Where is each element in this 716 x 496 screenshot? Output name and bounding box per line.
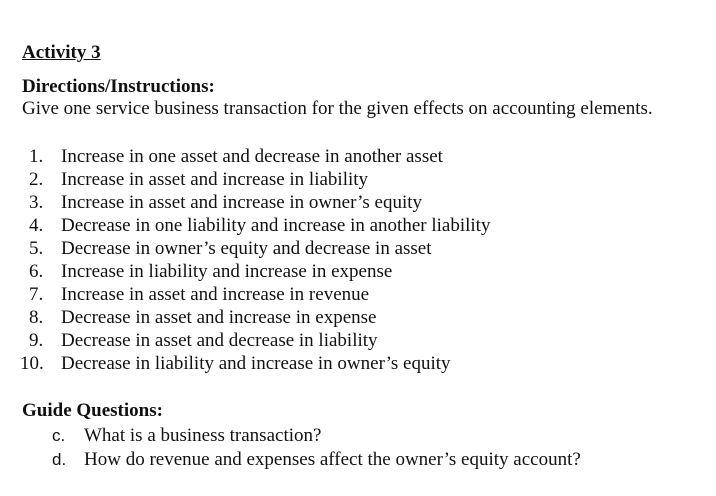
item-text: Decrease in asset and decrease in liability <box>61 330 378 351</box>
guide-questions-list <box>0 424 716 472</box>
item-number: 8. <box>29 307 44 328</box>
list-item <box>0 352 716 375</box>
question-text: What is a business transaction? <box>84 425 322 446</box>
directions-text: Give one service business transaction for the given effects on accounting elements. <box>22 98 653 119</box>
guide-questions-heading: Guide Questions: <box>22 400 163 421</box>
list-item <box>0 283 716 306</box>
list-item <box>0 260 716 283</box>
guide-question <box>0 424 716 448</box>
item-number: 10. <box>20 353 44 374</box>
question-text: How do revenue and expenses affect the owner’s equity account? <box>84 449 581 470</box>
item-text: Increase in asset and increase in owner’s equity <box>61 192 423 213</box>
item-text: Decrease in asset and increase in expense <box>61 307 377 328</box>
item-number: 9. <box>29 330 44 351</box>
item-text: Increase in asset and increase in revenue <box>61 284 370 305</box>
question-letter: d. <box>52 450 67 469</box>
item-number: 5. <box>29 238 44 259</box>
item-text: Decrease in liability and increase in owner’s equity <box>61 353 451 374</box>
list-item <box>0 168 716 191</box>
list-item <box>0 145 716 168</box>
item-text: Increase in asset and increase in liability <box>61 169 369 190</box>
item-number: 7. <box>29 284 44 305</box>
directions-heading: Directions/Instructions: <box>22 76 215 97</box>
item-number: 4. <box>29 215 44 236</box>
list-item <box>0 214 716 237</box>
item-text: Decrease in owner’s equity and decrease in asset <box>61 238 432 259</box>
list-item <box>0 191 716 214</box>
list-item <box>0 237 716 260</box>
item-text: Decrease in one liability and increase in another liability <box>61 215 491 236</box>
item-number: 3. <box>29 192 44 213</box>
question-letter: c. <box>52 426 66 445</box>
item-number: 1. <box>29 146 44 167</box>
transaction-list <box>0 145 716 375</box>
item-text: Increase in one asset and decrease in another asset <box>61 146 443 167</box>
activity-title: Activity 3 <box>22 42 101 63</box>
list-item <box>0 329 716 352</box>
item-number: 2. <box>29 169 44 190</box>
item-text: Increase in liability and increase in expense <box>61 261 393 282</box>
guide-question <box>0 448 716 472</box>
item-number: 6. <box>29 261 44 282</box>
list-item <box>0 306 716 329</box>
